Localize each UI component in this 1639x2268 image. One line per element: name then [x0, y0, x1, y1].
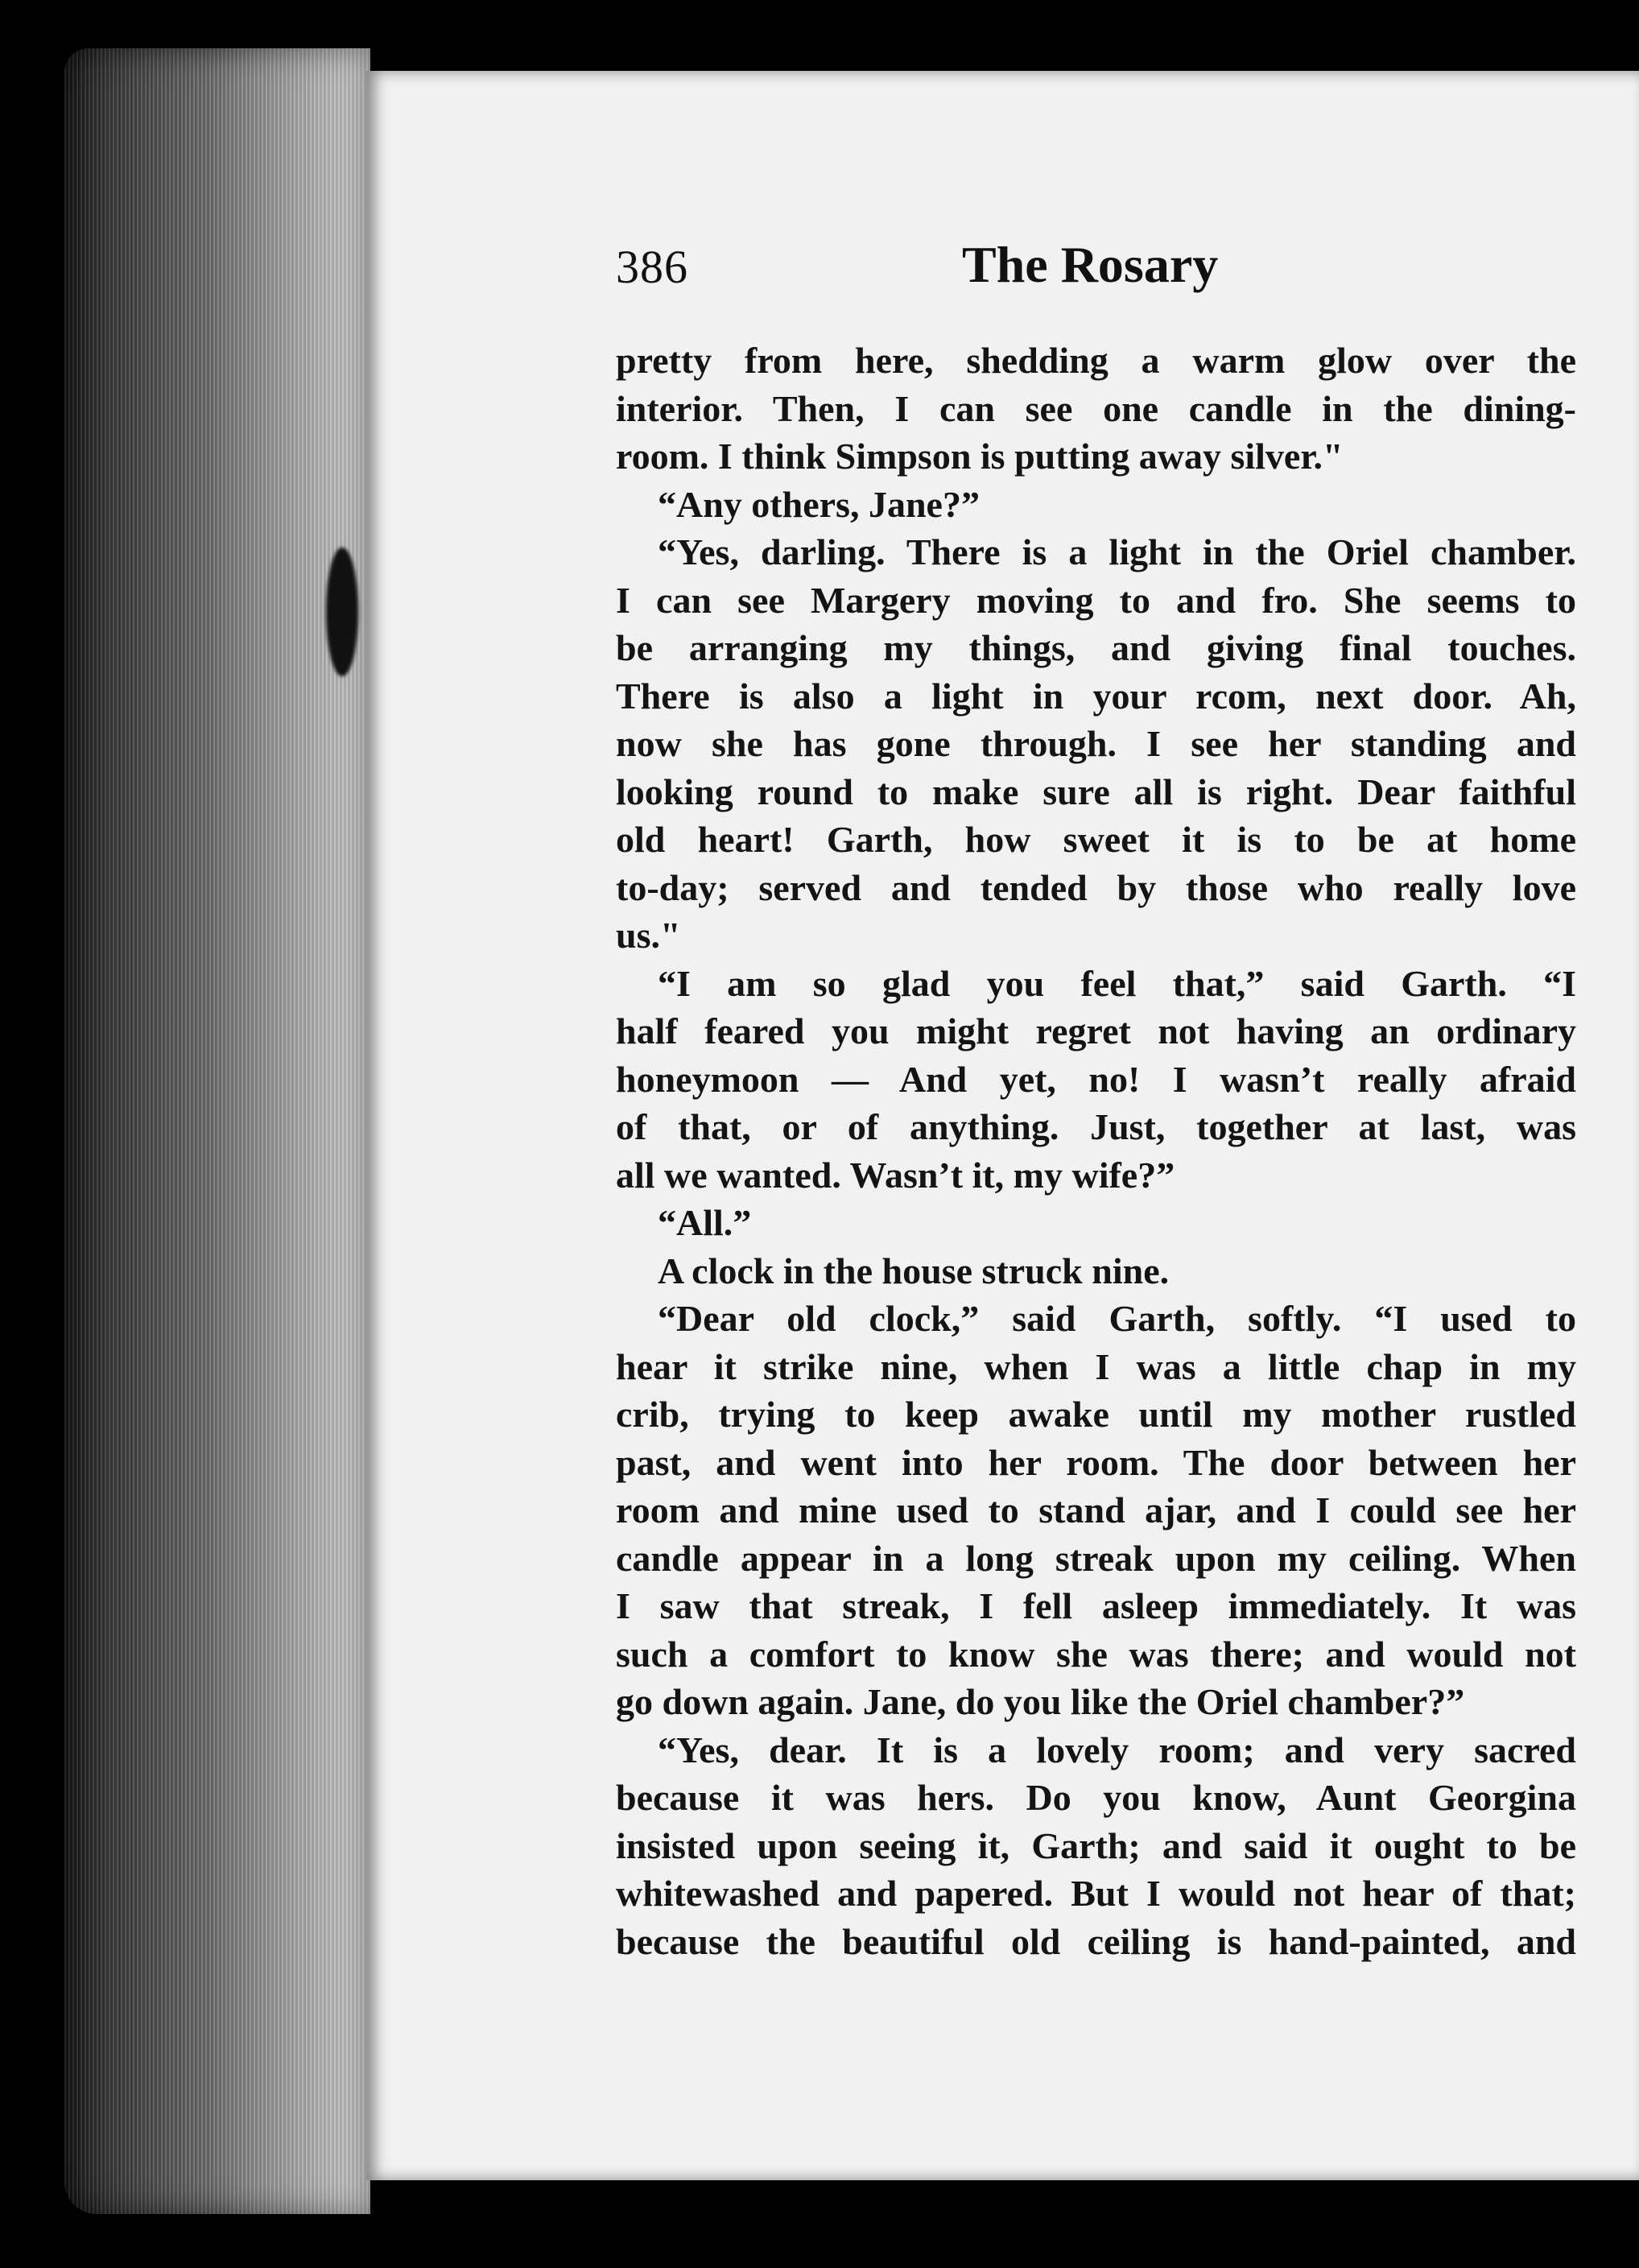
text-line: honeymoon — And yet, no! I wasn’t really afraid — [616, 1058, 1576, 1100]
text-line: all we wanted. Wasn’t it, my wife?” — [616, 1154, 1175, 1196]
text-line: crib, trying to keep awake until my mother rustled — [616, 1394, 1576, 1435]
text-line: room and mine used to stand ajar, and I could see her — [616, 1489, 1576, 1531]
text-line: “All.” — [658, 1202, 752, 1243]
page-header — [616, 236, 1639, 312]
text-line: looking round to make sure all is right. Dear faithful — [616, 770, 1576, 812]
text-line: be arranging my things, and giving final touches. — [616, 627, 1576, 668]
text-line: now she has gone through. I see her standing and — [616, 723, 1576, 764]
text-line: I saw that streak, I fell asleep immediately. It was — [616, 1585, 1576, 1626]
text-line: whitewashed and papered. But I would not hear of that; — [616, 1873, 1576, 1914]
page-number: 386 — [616, 241, 688, 293]
text-line: of that, or of anything. Just, together at last, was — [616, 1106, 1576, 1147]
text-line: “Dear old clock,” said Garth, softly. “I used to — [658, 1298, 1576, 1339]
text-line: “I am so glad you feel that,” said Garth. “I — [658, 962, 1576, 1004]
text-line: hear it strike nine, when I was a little chap in my — [616, 1345, 1576, 1387]
scan-blot — [326, 547, 358, 676]
text-line: old heart! Garth, how sweet it is to be at home — [616, 819, 1576, 860]
text-line: candle appear in a long streak upon my ceiling. When — [616, 1537, 1576, 1579]
body-text — [616, 337, 1576, 1965]
book-page — [366, 71, 1639, 2180]
text-line: go down again. Jane, do you like the Oriel chamber?” — [616, 1681, 1465, 1722]
text-line: such a comfort to know she was there; and would not — [616, 1633, 1576, 1675]
text-line: There is also a light in your rcom, next door. Ah, — [616, 675, 1576, 717]
text-line: room. I think Simpson is putting away silver." — [616, 436, 1344, 477]
text-line: because it was hers. Do you know, Aunt Georgina — [616, 1777, 1576, 1818]
text-line: us." — [616, 915, 681, 956]
text-line: insisted upon seeing it, Garth; and said it ought to be — [616, 1824, 1576, 1866]
text-line: “Yes, darling. There is a light in the Oriel chamber. — [658, 531, 1576, 572]
text-line: “Any others, Jane?” — [658, 483, 980, 525]
text-line: “Yes, dear. It is a lovely room; and very sacred — [658, 1729, 1576, 1770]
text-line: pretty from here, shedding a warm glow over the — [616, 340, 1576, 381]
running-title: The Rosary — [962, 236, 1219, 293]
text-line: because the beautiful old ceiling is hand-painted, and — [616, 1920, 1576, 1962]
text-line: to-day; served and tended by those who really love — [616, 866, 1576, 908]
text-line: I can see Margery moving to and fro. She seems to — [616, 579, 1576, 621]
page-edges — [209, 48, 370, 2214]
text-line: half feared you might regret not having an ordinary — [616, 1010, 1576, 1051]
text-line: past, and went into her room. The door between her — [616, 1441, 1576, 1483]
text-line: A clock in the house struck nine. — [658, 1250, 1170, 1291]
text-line: interior. Then, I can see one candle in the dining- — [616, 387, 1576, 429]
